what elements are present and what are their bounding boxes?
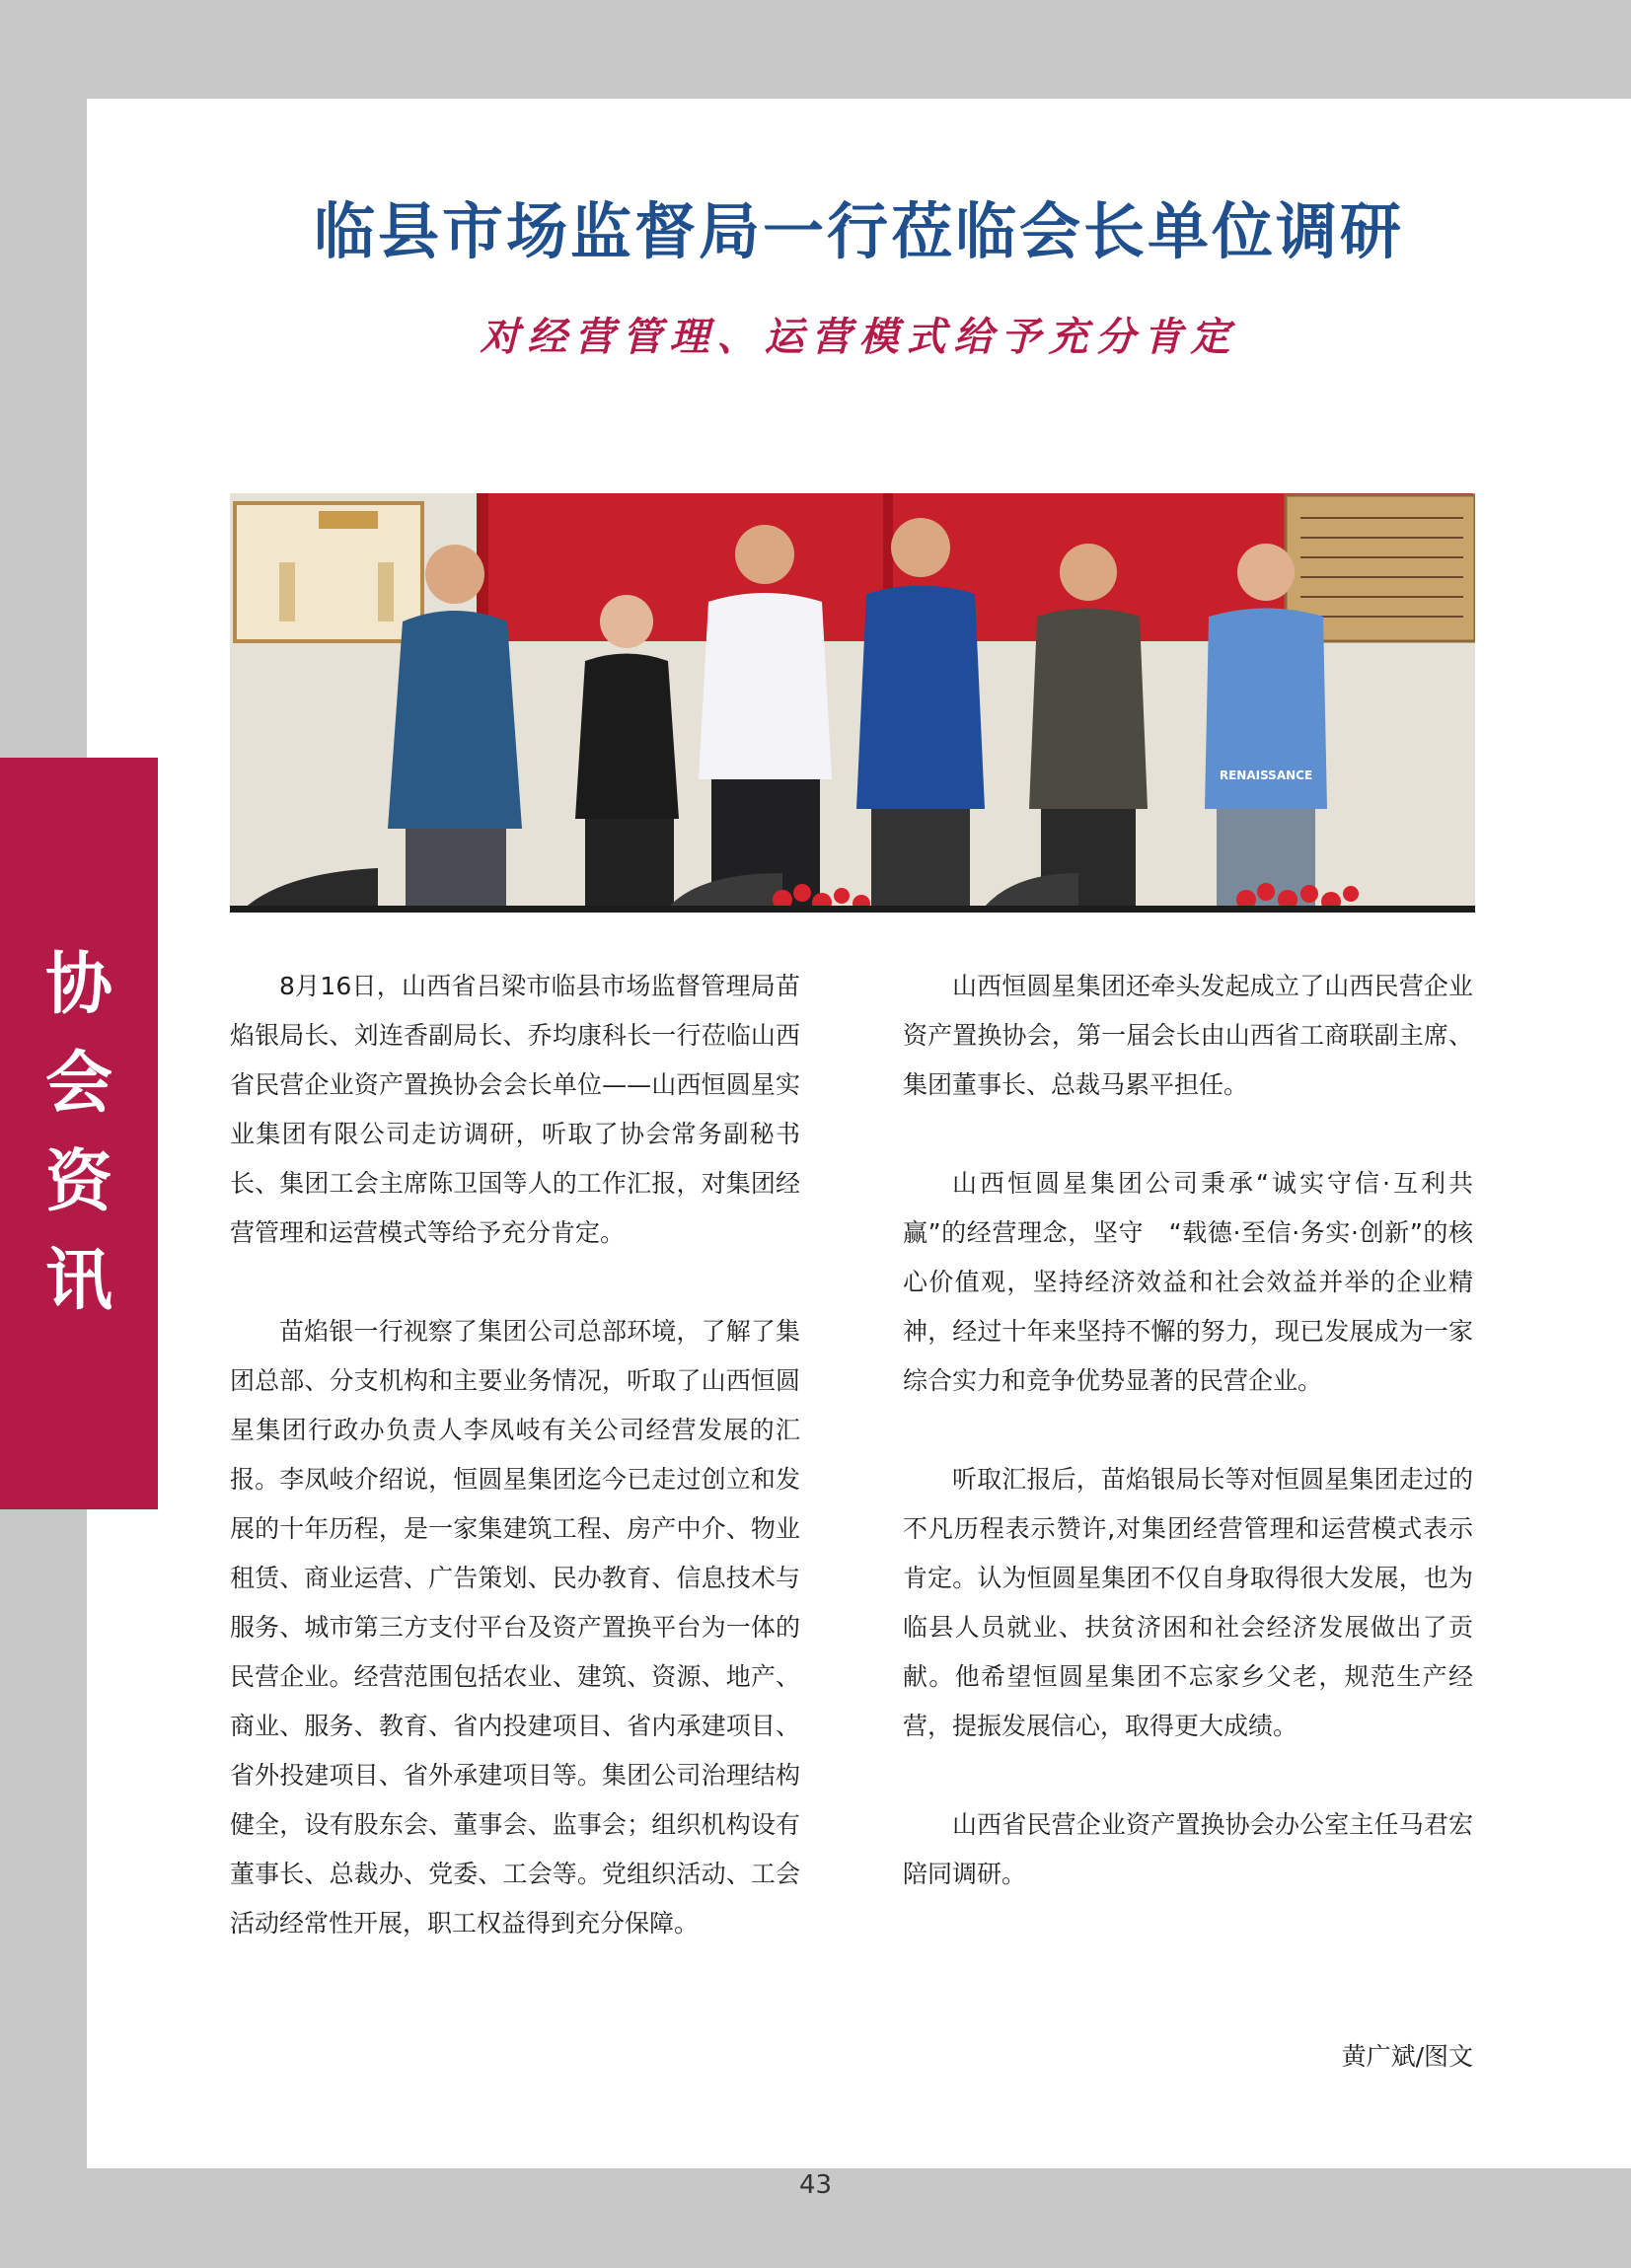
- group-photo-illustration: [230, 493, 1475, 913]
- article-column-right: [903, 962, 1473, 1899]
- article-paragraph: 听取汇报后，苗焰银局长等对恒圆星集团走过的不凡历程表示赞许,对集团经营管理和运营模式表示肯定。认为恒圆星集团不仅自身取得很大发展，也为临县人员就业、扶贫济困和社会经济发展做出了贡献。他希望恒圆星集团不忘家乡父老，规范生产经营，提振发展信心，取得更大成绩。: [903, 1465, 1473, 1740]
- section-tab-char: 资: [44, 1143, 112, 1221]
- shirt-print-text: RENAISSANCE: [1219, 768, 1313, 782]
- article-paragraph: 山西恒圆星集团公司秉承“诚实守信·互利共赢”的经营理念，坚守 “载德·至信·务实·创新”的核心价值观，坚持经济效益和社会效益并举的企业精神，经过十年来坚持不懈的努力，现已发展成为一家综合实力和竞争优势显著的民营企业。: [903, 1169, 1473, 1395]
- article-subtitle: 对经营管理、运营模式给予充分肯定: [480, 314, 1238, 360]
- group-photo: [230, 493, 1475, 913]
- article-column-left: [230, 962, 800, 1948]
- article-paragraph: 苗焰银一行视察了集团公司总部环境，了解了集团总部、分支机构和主要业务情况，听取了山西恒圆星集团行政办负责人李凤岐有关公司经营发展的汇报。李凤岐介绍说，恒圆星集团迄今已走过创立和发展的十年历程，是一家集建筑工程、房产中介、物业租赁、商业运营、广告策划、民办教育、信息技术与服务、城市第三方支付平台及资产置换平台为一体的民营企业。经营范围包括农业、建筑、资源、地产、商业、服务、教育、省内投建项目、省内承建项目、省外投建项目、省外承建项目等。集团公司治理结构健全，设有股东会、董事会、监事会；组织机构设有董事长、总裁办、党委、工会等。党组织活动、工会活动经常性开展，职工权益得到充分保障。: [230, 1317, 800, 1938]
- page-number: 43: [798, 2170, 833, 2200]
- article-title: 临县市场监督局一行莅临会长单位调研: [313, 195, 1404, 267]
- article-paragraph: 山西恒圆星集团还牵头发起成立了山西民营企业资产置换协会，第一届会长由山西省工商联副主席、集团董事长、总裁马累平担任。: [903, 972, 1473, 1099]
- author-credit: 黄广斌/图文: [1341, 2042, 1473, 2071]
- section-tab-char: 讯: [44, 1242, 112, 1320]
- article-paragraph: 8月16日，山西省吕梁市临县市场监督管理局苗焰银局长、刘连香副局长、乔均康科长一行莅临山西省民营企业资产置换协会会长单位——山西恒圆星实业集团有限公司走访调研，听取了协会常务副秘书长、集团工会主席陈卫国等人的工作汇报，对集团经营管理和运营模式等给予充分肯定。: [230, 972, 800, 1247]
- section-tab-char: 会: [44, 1045, 112, 1123]
- article-paragraph: 山西省民营企业资产置换协会办公室主任马君宏陪同调研。: [903, 1810, 1473, 1888]
- section-tab-char: 协: [44, 946, 112, 1024]
- section-tab: [0, 758, 158, 1509]
